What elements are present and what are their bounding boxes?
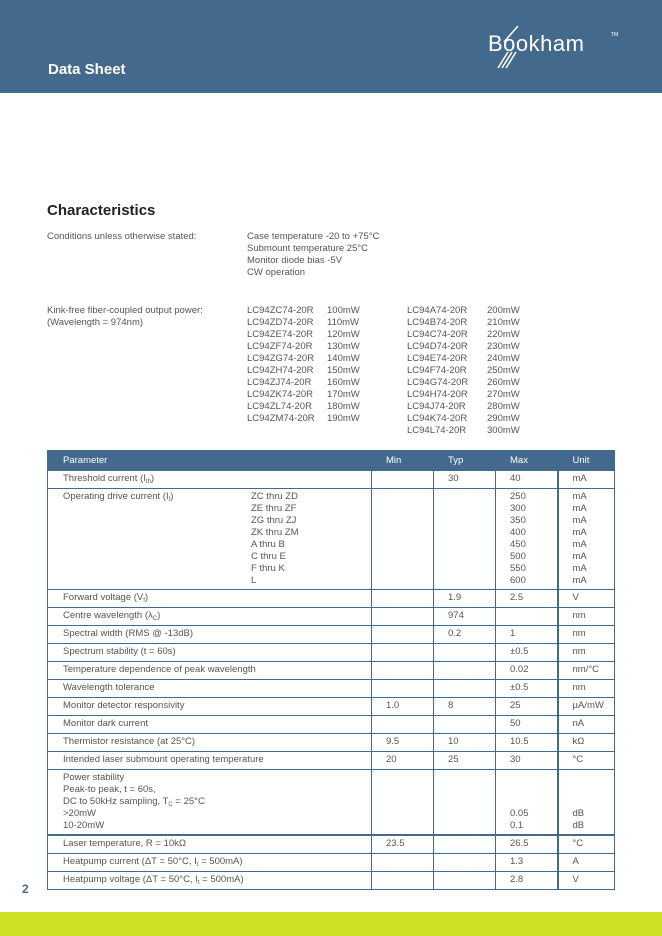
table-row xyxy=(48,853,615,871)
unit-cell: nm xyxy=(558,626,615,644)
footer-bar xyxy=(0,912,662,936)
bookham-logo xyxy=(484,22,624,72)
part-power: 260mW xyxy=(487,377,520,388)
typ-cell xyxy=(434,835,496,853)
part-item xyxy=(247,401,360,413)
subscript: t xyxy=(197,879,200,886)
table-row xyxy=(48,680,615,698)
part-item xyxy=(407,341,520,353)
part-list-1 xyxy=(247,305,360,425)
subscript: t xyxy=(196,861,199,868)
max-cell: 0.02 xyxy=(496,662,558,680)
variant-range: ZE thru ZF xyxy=(251,503,297,514)
table-row xyxy=(48,626,615,644)
table-row xyxy=(48,770,615,836)
part-number: LC94C74-20R xyxy=(407,329,468,340)
typ-cell xyxy=(434,871,496,889)
parameter-cell xyxy=(48,489,372,590)
max-cell: ±0.5 xyxy=(496,644,558,662)
typ-cell: 974 xyxy=(434,608,496,626)
part-item xyxy=(247,413,360,425)
max-cell: 50 xyxy=(496,716,558,734)
table-row xyxy=(48,590,615,608)
cell-line: 300 xyxy=(510,503,526,514)
max-cell xyxy=(496,489,558,590)
variant-range: ZK thru ZM xyxy=(251,527,299,538)
parameter-name xyxy=(63,718,363,730)
max-cell: ±0.5 xyxy=(496,680,558,698)
part-item xyxy=(407,329,520,341)
parameter-label xyxy=(63,491,251,503)
part-power: 150mW xyxy=(327,365,360,376)
part-power: 290mW xyxy=(487,413,520,424)
cell-line: 400 xyxy=(510,527,526,538)
min-cell xyxy=(372,716,434,734)
text: Forward voltage (V xyxy=(63,592,144,603)
parameter-cell xyxy=(48,752,372,770)
typ-cell xyxy=(434,716,496,734)
text: Centre wavelength (λ xyxy=(63,610,153,621)
cell-line: mA xyxy=(572,575,587,586)
part-item xyxy=(407,401,520,413)
text: >20mW xyxy=(63,808,96,819)
part-number: LC94ZM74-20R xyxy=(247,413,315,424)
text: ) xyxy=(144,592,149,603)
text: ) xyxy=(170,491,174,502)
part-item xyxy=(247,389,360,401)
table-header-row xyxy=(48,451,615,471)
text: Heatpump voltage (ΔT = 50°C, I xyxy=(63,873,198,885)
part-power: 210mW xyxy=(487,317,520,328)
parameter-name xyxy=(63,700,363,712)
max-cell xyxy=(496,770,558,836)
min-cell xyxy=(372,662,434,680)
part-item xyxy=(407,365,520,377)
parameter-cell xyxy=(48,626,372,644)
cell-line xyxy=(510,772,549,784)
typ-cell: 1.9 xyxy=(434,590,496,608)
cell-line: mA xyxy=(572,539,587,550)
max-cell: 26.5 xyxy=(496,835,558,853)
part-item xyxy=(247,317,360,329)
min-cell xyxy=(372,608,434,626)
cell-line xyxy=(573,796,607,808)
condition-line: Case temperature -20 to +75°C xyxy=(247,231,380,242)
characteristics-table xyxy=(47,450,615,890)
unit-cell: µA/mW xyxy=(558,698,615,716)
parameter-line xyxy=(63,808,363,820)
max-cell: 25 xyxy=(496,698,558,716)
part-power: 280mW xyxy=(487,401,520,412)
parameter-cell xyxy=(48,590,372,608)
parameter-cell xyxy=(48,471,372,489)
cell-line: mA xyxy=(572,551,587,562)
part-number: LC94ZF74-20R xyxy=(247,341,313,352)
part-power: 130mW xyxy=(327,341,360,352)
part-number: LC94H74-20R xyxy=(407,389,468,400)
part-number: LC94F74-20R xyxy=(407,365,467,376)
part-power: 190mW xyxy=(327,413,360,424)
cell-line xyxy=(510,796,549,808)
unit-cell: V xyxy=(558,871,615,889)
text: = 500mA) xyxy=(198,855,243,867)
min-cell xyxy=(372,871,434,889)
text: Thermistor resistance (at 25°C) xyxy=(63,736,196,747)
variant-range: L xyxy=(251,575,257,586)
text: = 500mA) xyxy=(199,873,244,885)
part-list-2 xyxy=(407,305,520,437)
parameter-name xyxy=(63,473,363,485)
parameter-name xyxy=(63,736,363,748)
unit-cell xyxy=(558,770,615,836)
text: Spectral width (RMS @ -13dB) xyxy=(63,628,194,639)
cell-line: 0.05 xyxy=(510,808,529,819)
min-cell: 20 xyxy=(372,752,434,770)
condition-line: Submount temperature 25°C xyxy=(247,243,369,254)
parameter-name xyxy=(63,856,363,868)
table-row xyxy=(48,608,615,626)
max-cell: 10.5 xyxy=(496,734,558,752)
parameter-name xyxy=(63,610,363,622)
part-power: 180mW xyxy=(327,401,360,412)
unit-cell: nm/°C xyxy=(558,662,615,680)
text: DC to 50kHz sampling, T xyxy=(63,796,169,807)
unit-cell xyxy=(558,489,615,590)
subscript: f xyxy=(143,598,145,604)
part-item xyxy=(247,329,360,341)
cell-line xyxy=(573,784,607,796)
typ-cell xyxy=(434,853,496,871)
cell-line: 250 xyxy=(510,491,526,502)
min-cell: 9.5 xyxy=(372,734,434,752)
parameter-cell xyxy=(48,662,372,680)
table-row xyxy=(48,835,615,853)
part-power: 250mW xyxy=(487,365,520,376)
header-min: Min xyxy=(372,451,434,471)
part-item xyxy=(407,305,520,317)
table-row xyxy=(48,644,615,662)
variant-range: ZG thru ZJ xyxy=(251,515,297,526)
parameter-name xyxy=(63,754,363,766)
unit-cell: nA xyxy=(558,716,615,734)
typ-cell xyxy=(434,489,496,590)
part-power: 140mW xyxy=(327,353,360,364)
cell-line: mA xyxy=(572,527,587,538)
min-cell xyxy=(372,680,434,698)
table-row xyxy=(48,471,615,489)
part-item xyxy=(247,353,360,365)
part-number: LC94A74-20R xyxy=(407,305,468,316)
text: Peak-to peak, t = 60s, xyxy=(63,784,156,795)
part-power: 120mW xyxy=(327,329,360,340)
unit-cell: mA xyxy=(558,471,615,489)
parameter-cell xyxy=(48,716,372,734)
typ-cell: 25 xyxy=(434,752,496,770)
part-number: LC94G74-20R xyxy=(407,377,469,388)
section-title: Characteristics xyxy=(47,202,156,219)
typ-cell: 30 xyxy=(434,471,496,489)
cell-line: mA xyxy=(572,563,587,574)
cell-line: 550 xyxy=(510,563,526,574)
min-cell xyxy=(372,853,434,871)
max-cell: 40 xyxy=(496,471,558,489)
part-power: 220mW xyxy=(487,329,520,340)
text: 10-20mW xyxy=(63,820,105,831)
unit-cell: nm xyxy=(558,644,615,662)
parameter-cell xyxy=(48,608,372,626)
part-number: LC94J74-20R xyxy=(407,401,466,412)
parameter-cell xyxy=(48,680,372,698)
text: Operating drive current (I xyxy=(63,491,169,502)
min-cell xyxy=(372,471,434,489)
text: Heatpump current (ΔT = 50°C, I xyxy=(63,855,197,867)
subscript: f xyxy=(168,497,171,503)
unit-cell: °C xyxy=(558,835,615,853)
kink-label: Kink-free fiber-coupled output power: xyxy=(47,305,203,316)
text: ) xyxy=(150,473,155,484)
parameter-name xyxy=(63,646,363,658)
cell-line: dB xyxy=(572,820,585,831)
text: Spectrum stability (t = 60s) xyxy=(63,646,176,657)
part-number: LC94E74-20R xyxy=(407,353,468,364)
min-cell: 23.5 xyxy=(372,835,434,853)
text: Temperature dependence of peak wavelength xyxy=(63,664,256,675)
part-number: LC94D74-20R xyxy=(407,341,468,352)
part-power: 300mW xyxy=(487,425,520,436)
page-header xyxy=(0,0,662,93)
max-cell: 30 xyxy=(496,752,558,770)
part-number: LC94ZJ74-20R xyxy=(247,377,312,388)
parameter-name xyxy=(63,664,363,676)
part-item xyxy=(247,365,360,377)
min-cell xyxy=(372,770,434,836)
text: Power stability xyxy=(63,772,125,783)
part-number: LC94ZG74-20R xyxy=(247,353,315,364)
parameter-line xyxy=(63,784,363,796)
variant-range: F thru K xyxy=(251,563,285,574)
part-power: 170mW xyxy=(327,389,360,400)
table-row xyxy=(48,871,615,889)
part-number: LC94ZL74-20R xyxy=(247,401,312,412)
parameter-name xyxy=(63,874,363,886)
part-number: LC94ZC74-20R xyxy=(247,305,314,316)
part-item xyxy=(247,377,360,389)
parameter-cell xyxy=(48,871,372,889)
min-cell xyxy=(372,626,434,644)
unit-cell: kΩ xyxy=(558,734,615,752)
table-row xyxy=(48,489,615,590)
part-item xyxy=(407,389,520,401)
part-power: 100mW xyxy=(327,305,360,316)
cell-line: mA xyxy=(572,515,587,526)
cell-line: 0.1 xyxy=(510,820,524,831)
typ-cell: 8 xyxy=(434,698,496,716)
part-power: 160mW xyxy=(327,377,360,388)
part-power: 240mW xyxy=(487,353,520,364)
header-max: Max xyxy=(496,451,558,471)
header-parameter: Parameter xyxy=(48,451,372,471)
cell-line: dB xyxy=(572,808,585,819)
min-cell xyxy=(372,489,434,590)
table-row xyxy=(48,716,615,734)
part-item xyxy=(247,305,360,317)
header-unit: Unit xyxy=(558,451,615,471)
text: ) xyxy=(157,610,161,621)
variant-range: C thru E xyxy=(251,551,286,562)
table-row xyxy=(48,662,615,680)
cell-line: mA xyxy=(572,503,587,514)
part-number: LC94K74-20R xyxy=(407,413,468,424)
max-cell: 2.5 xyxy=(496,590,558,608)
parameter-line xyxy=(63,820,363,832)
subscript: C xyxy=(152,616,158,622)
text: Monitor detector responsivity xyxy=(63,700,185,711)
conditions-list xyxy=(247,231,379,279)
text: Laser temperature, R = 10kΩ xyxy=(63,838,187,849)
cell-line xyxy=(510,784,549,796)
typ-cell: 0.2 xyxy=(434,626,496,644)
cell-line: 450 xyxy=(510,539,526,550)
part-power: 110mW xyxy=(327,317,360,328)
parameter-name xyxy=(63,682,363,694)
max-cell xyxy=(496,608,558,626)
unit-cell: V xyxy=(558,590,615,608)
parameter-cell xyxy=(48,734,372,752)
part-item xyxy=(407,317,520,329)
cell-line: 500 xyxy=(510,551,526,562)
min-cell xyxy=(372,590,434,608)
text: Monitor dark current xyxy=(63,718,149,729)
unit-cell: nm xyxy=(558,680,615,698)
part-item xyxy=(407,425,520,437)
conditions-label: Conditions unless otherwise stated: xyxy=(47,231,197,242)
variant-range: A thru B xyxy=(251,539,285,550)
parameter-cell xyxy=(48,644,372,662)
text: Wavelength tolerance xyxy=(63,682,155,693)
table-row xyxy=(48,752,615,770)
parameter-name xyxy=(63,592,363,604)
part-item xyxy=(247,341,360,353)
unit-cell: °C xyxy=(558,752,615,770)
text: = 25°C xyxy=(172,796,205,807)
part-item xyxy=(407,353,520,365)
logo-trademark: TM xyxy=(611,32,619,38)
typ-cell xyxy=(434,770,496,836)
part-number: LC94ZE74-20R xyxy=(247,329,314,340)
cell-line: 600 xyxy=(510,575,526,586)
variant-list xyxy=(251,491,299,587)
typ-cell xyxy=(434,644,496,662)
cell-line: 350 xyxy=(510,515,526,526)
parameter-cell xyxy=(48,853,372,871)
condition-line: Monitor diode bias -5V xyxy=(247,255,343,266)
typ-cell xyxy=(434,662,496,680)
parameter-line xyxy=(63,796,363,808)
doc-type-title: Data Sheet xyxy=(48,61,126,78)
cell-line: mA xyxy=(572,491,587,502)
part-number: LC94ZD74-20R xyxy=(247,317,314,328)
max-cell: 2.8 xyxy=(496,871,558,889)
parameter-name xyxy=(63,838,363,850)
table-row xyxy=(48,698,615,716)
part-power: 270mW xyxy=(487,389,520,400)
max-cell: 1 xyxy=(496,626,558,644)
part-number: LC94B74-20R xyxy=(407,317,468,328)
parameter-cell xyxy=(48,770,372,836)
min-cell: 1.0 xyxy=(372,698,434,716)
parameter-cell xyxy=(48,698,372,716)
kink-sublabel: (Wavelength = 974nm) xyxy=(47,317,144,328)
parameter-name xyxy=(63,628,363,640)
text: Intended laser submount operating temperature xyxy=(63,754,264,765)
table-row xyxy=(48,734,615,752)
parameter-cell xyxy=(48,835,372,853)
header-typ: Typ xyxy=(434,451,496,471)
part-power: 230mW xyxy=(487,341,520,352)
typ-cell xyxy=(434,680,496,698)
logo-wordmark: Bookham xyxy=(488,31,585,56)
part-number: LC94L74-20R xyxy=(407,425,467,436)
part-power: 200mW xyxy=(487,305,520,316)
unit-cell: A xyxy=(558,853,615,871)
parameter-name xyxy=(63,772,363,784)
parameter-wrap xyxy=(63,491,363,587)
min-cell xyxy=(372,644,434,662)
variant-range: ZC thru ZD xyxy=(251,491,298,502)
part-item xyxy=(407,413,520,425)
part-number: LC94ZK74-20R xyxy=(247,389,314,400)
max-cell: 1.3 xyxy=(496,853,558,871)
cell-line xyxy=(573,772,607,784)
text: Threshold current (I xyxy=(63,473,146,484)
page-number: 2 xyxy=(22,882,29,896)
unit-cell: nm xyxy=(558,608,615,626)
part-number: LC94ZH74-20R xyxy=(247,365,314,376)
typ-cell: 10 xyxy=(434,734,496,752)
subscript: C xyxy=(168,802,173,808)
part-item xyxy=(407,377,520,389)
subscript: th xyxy=(145,479,151,485)
condition-line: CW operation xyxy=(247,267,306,278)
